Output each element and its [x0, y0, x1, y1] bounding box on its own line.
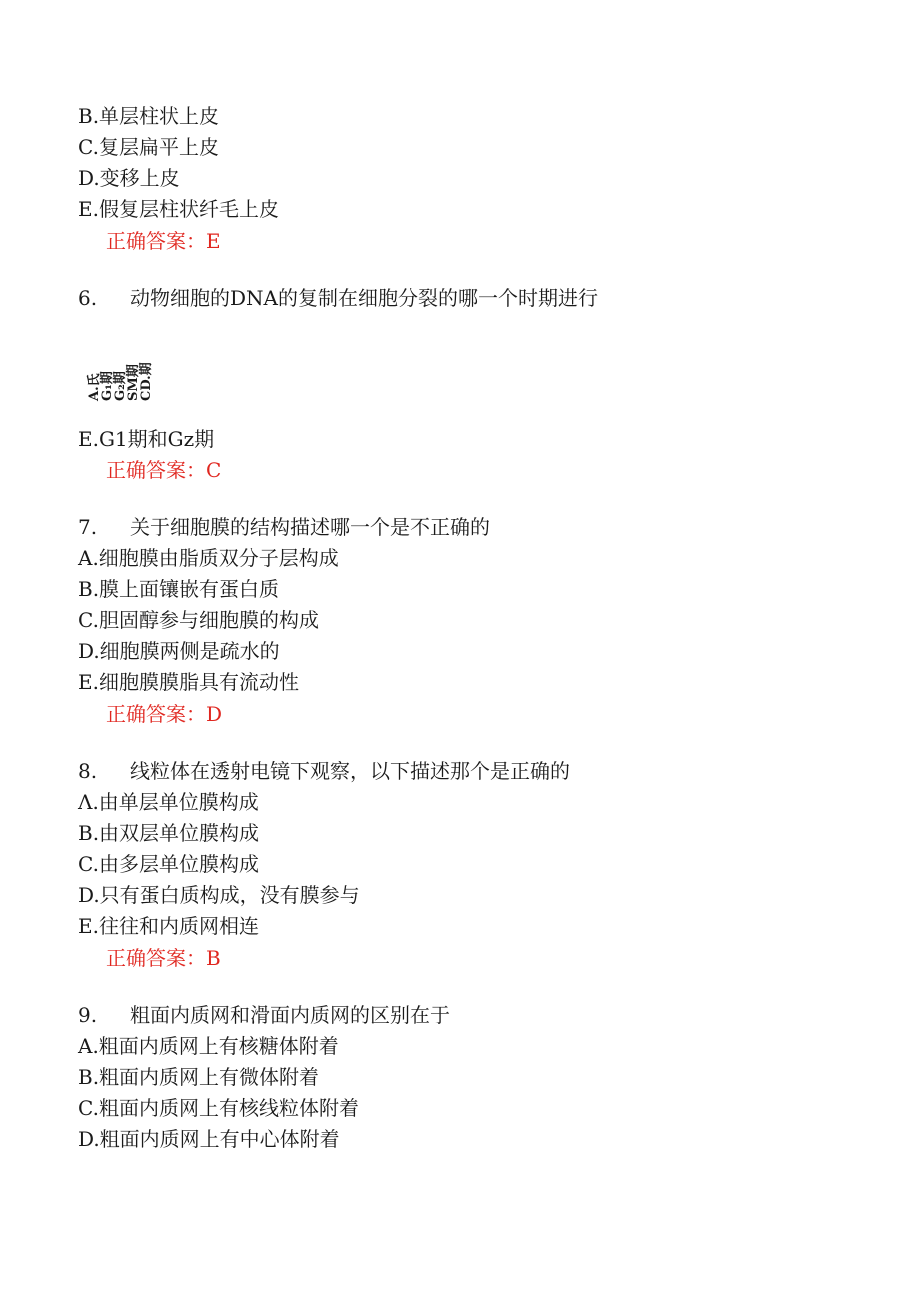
- q6-answer: 正确答案：C: [106, 458, 222, 482]
- q6-rotated-option-4: SM期: [126, 364, 141, 401]
- q5-option-b: B.单层柱状上皮: [78, 104, 220, 128]
- q6-rotated-options: [87, 335, 154, 405]
- q9-option-d: D.粗面内质网上有中心体附着: [78, 1127, 340, 1151]
- q8-number: 8.: [78, 759, 98, 783]
- q5-answer: 正确答案：E: [106, 229, 221, 253]
- q7-option-e: E.细胞膜膜脂具有流动性: [78, 670, 299, 694]
- q6-rotated-option-2: G₁期: [100, 371, 115, 401]
- q9-text: 粗面内质网和滑面内质网的区别在于: [130, 1003, 450, 1027]
- q8-option-b: B.由双层单位膜构成: [78, 821, 260, 845]
- q7-question: [78, 513, 490, 541]
- q8-option-d: D.只有蛋白质构成，没有膜参与: [78, 883, 360, 907]
- q7-option-a: A.细胞膜由脂质双分子层构成: [78, 546, 339, 570]
- q8-option-e: E.往往和内质网相连: [78, 914, 259, 938]
- q6-text: 动物细胞的DNA的复制在细胞分裂的哪一个时期进行: [130, 286, 598, 310]
- q8-option-c: C.由多层单位膜构成: [78, 852, 259, 876]
- q8-option-a: Λ.由单层单位膜构成: [78, 790, 259, 814]
- q8-answer: 正确答案：B: [106, 946, 221, 970]
- q6-option-e: E.G1期和Gz期: [78, 427, 215, 451]
- q9-option-c: C.粗面内质网上有核线粒体附着: [78, 1096, 359, 1120]
- q5-option-c: C.复层扁平上皮: [78, 135, 219, 159]
- q7-option-b: B.膜上面镶嵌有蛋白质: [78, 577, 280, 601]
- q7-option-d: D.细胞膜两侧是疏水的: [78, 639, 280, 663]
- q7-option-c: C.胆固醇参与细胞膜的构成: [78, 608, 319, 632]
- q9-question: [78, 1001, 450, 1029]
- q5-option-e: E.假复层柱状纤毛上皮: [78, 197, 279, 221]
- q6-rotated-option-3: G₂期: [113, 371, 128, 401]
- q8-text: 线粒体在透射电镜下观察，以下描述那个是正确的: [130, 759, 570, 783]
- q9-option-b: B.粗面内质网上有微体附着: [78, 1065, 320, 1089]
- q7-text: 关于细胞膜的结构描述哪一个是不正确的: [130, 515, 490, 539]
- q6-rotated-option-5: CD.期: [139, 362, 154, 401]
- q6-number: 6.: [78, 286, 98, 310]
- q6-question: [78, 284, 598, 312]
- q7-answer: 正确答案：D: [106, 702, 223, 726]
- q9-option-a: A.粗面内质网上有核糖体附着: [78, 1034, 339, 1058]
- q7-number: 7.: [78, 515, 98, 539]
- q9-number: 9.: [78, 1003, 98, 1027]
- q6-rotated-option-1: A.氏: [87, 373, 102, 401]
- q8-question: [78, 757, 570, 785]
- q5-option-d: D.变移上皮: [78, 166, 180, 190]
